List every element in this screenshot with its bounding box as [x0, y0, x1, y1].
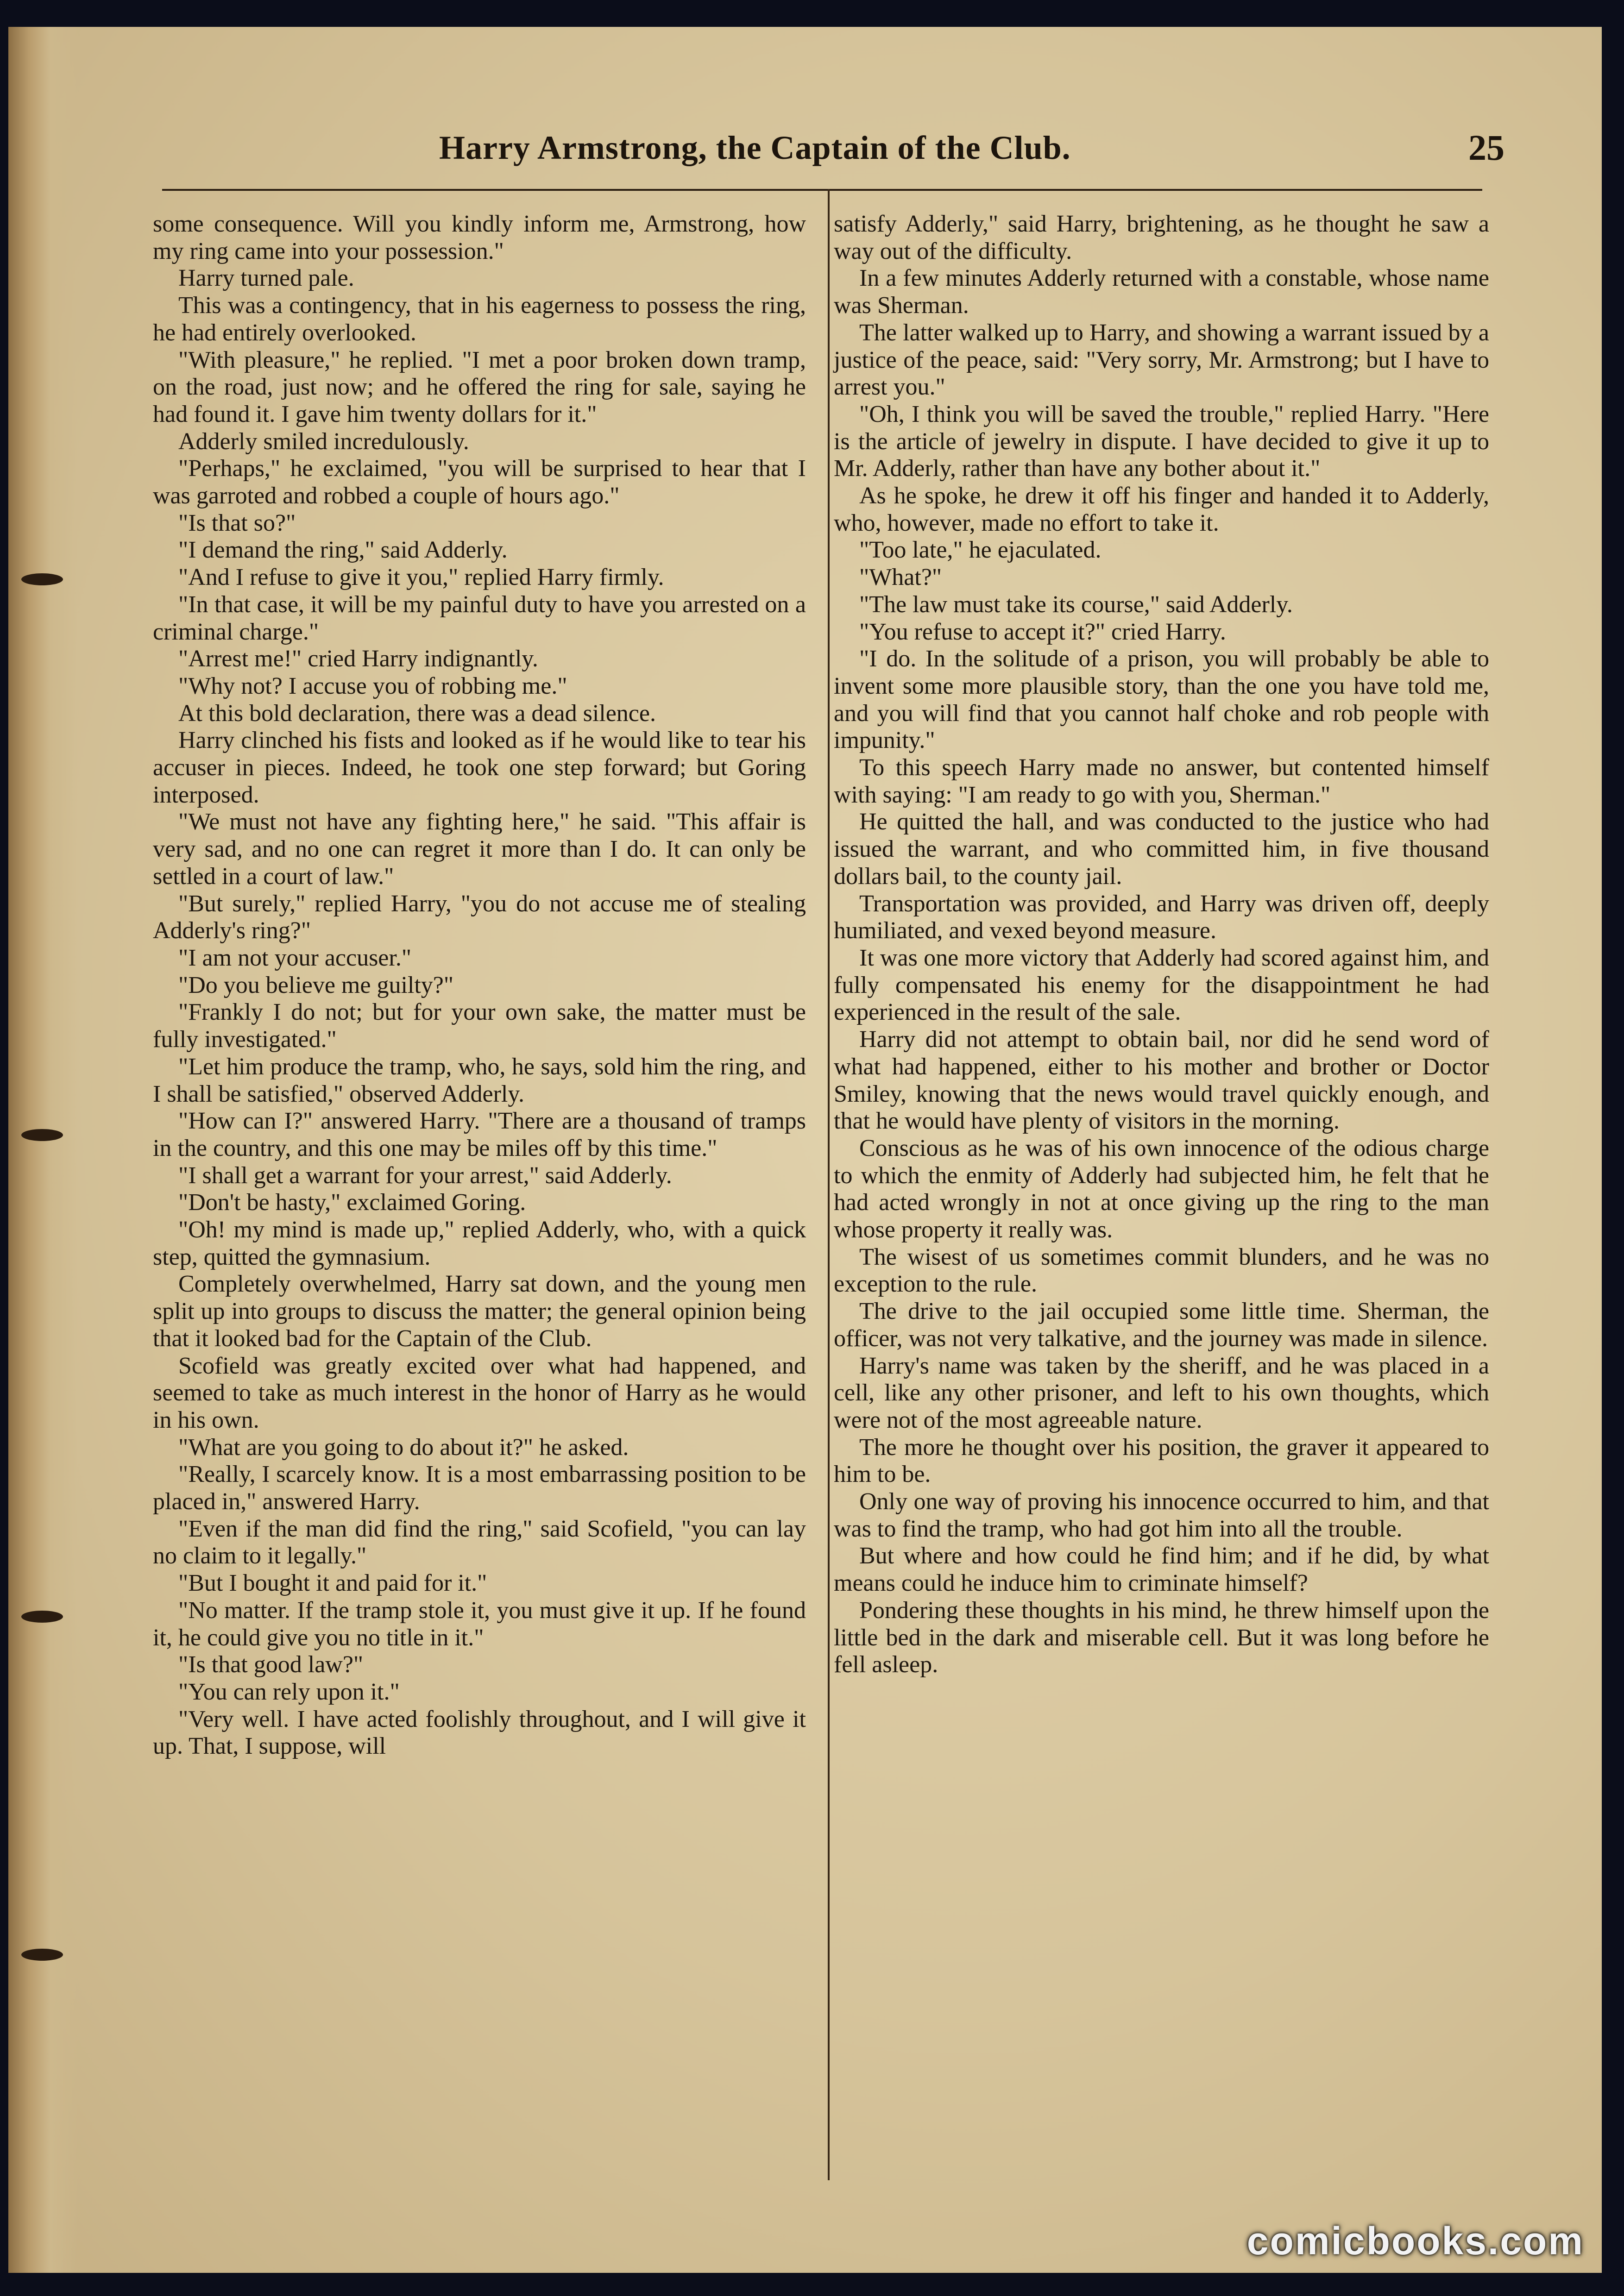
paragraph: "Oh, I think you will be saved the trouble," replied Harry. "Here is the article of jewelry in dispute. I have decided to give it up to Mr. Adderly, rather than have any bother about it.": [834, 401, 1489, 482]
paragraph: "Oh! my mind is made up," replied Adderly, who, with a quick step, quitted the gymnasium.: [153, 1217, 806, 1270]
paragraph: "Really, I scarcely know. It is a most embarrassing position to be placed in," answered Harry.: [153, 1461, 806, 1515]
paragraph: Only one way of proving his innocence occurred to him, and that was to find the tramp, who had got him into all the trouble.: [834, 1488, 1489, 1542]
paragraph: To this speech Harry made no answer, but contented himself with saying: "I am ready to go with you, Sherman.": [834, 754, 1489, 808]
paragraph: satisfy Adderly," said Harry, brightening, as he thought he saw a way out of the difficulty.: [834, 211, 1489, 264]
page-binding: [8, 27, 78, 2273]
paragraph: But where and how could he find him; and if he did, by what means could he induce him to criminate himself?: [834, 1543, 1489, 1597]
paragraph: "What are you going to do about it?" he asked.: [178, 1434, 629, 1461]
paragraph: It was one more victory that Adderly had scored against him, and fully compensated his enemy for the disappointment he had experienced in the result of the sale.: [834, 944, 1489, 1026]
paragraph: Adderly smiled incredulously.: [178, 428, 469, 455]
paragraph: The wisest of us sometimes commit blunders, and he was no exception to the rule.: [834, 1243, 1489, 1298]
binding-stitch: [21, 1949, 63, 1961]
paragraph: "Is that so?": [178, 509, 296, 536]
paragraph: "But surely," replied Harry, "you do not accuse me of stealing Adderly's ring?": [153, 890, 806, 944]
paragraph: "But I bought it and paid for it.": [178, 1570, 487, 1597]
paragraph: "Why not? I accuse you of robbing me.": [178, 672, 567, 699]
paragraph: In a few minutes Adderly returned with a constable, whose name was Sherman.: [834, 265, 1489, 319]
page-number: 25: [1468, 127, 1504, 168]
paragraph: "I demand the ring," said Adderly.: [178, 537, 508, 564]
paragraph: "Is that good law?": [178, 1651, 364, 1678]
paragraph: As he spoke, he drew it off his finger and handed it to Adderly, who, however, made no effort to take it.: [834, 483, 1489, 536]
paragraph: Harry's name was taken by the sheriff, and he was placed in a cell, like any other prisoner, and left to his own thoughts, which were not of the most agreeable nature.: [834, 1352, 1489, 1433]
binding-stitch: [21, 1129, 63, 1141]
paragraph: "You refuse to accept it?" cried Harry.: [859, 618, 1226, 645]
paragraph: Harry clinched his fists and looked as if he would like to tear his accuser in pieces. Indeed, he took one step forward; but Goring interposed.: [153, 727, 806, 808]
paragraph: "What?": [859, 564, 942, 591]
paragraph: "Perhaps," he exclaimed, "you will be surprised to hear that I was garroted and robbed a couple of hours ago.": [153, 455, 806, 509]
paragraph: "Don't be hasty," exclaimed Goring.: [178, 1189, 526, 1216]
paragraph: "No matter. If the tramp stole it, you must give it up. If he found it, he could give you no title in it.": [153, 1597, 806, 1651]
paragraph: "Do you believe me guilty?": [178, 972, 454, 998]
running-header: [161, 124, 1504, 180]
paragraph: "I am not your accuser.": [178, 944, 412, 971]
paragraph: "With pleasure," he replied. "I met a poor broken down tramp, on the road, just now; and he offered the ring for sale, saying he had found it. I gave him twenty dollars for it.": [153, 346, 806, 427]
paragraph: Harry did not attempt to obtain bail, nor did he send word of what had happened, either to his mother and brother or Doctor Smiley, knowing that the news would travel quickly enough, and that he would have plenty of visitors in the morning.: [834, 1026, 1489, 1135]
paragraph: The drive to the jail occupied some little time. Sherman, the officer, was not very talkative, and the journey was made in silence.: [834, 1298, 1489, 1352]
paragraph: Transportation was provided, and Harry was driven off, deeply humiliated, and vexed beyond measure.: [834, 890, 1489, 944]
watermark: comicbooks.com: [1246, 2219, 1584, 2263]
paragraph: "Too late," he ejaculated.: [859, 537, 1102, 564]
column-divider: [828, 189, 830, 2180]
paragraph: "Let him produce the tramp, who, he says, sold him the ring, and I shall be satisfied," observed Adderly.: [153, 1053, 806, 1107]
paragraph: "Even if the man did find the ring," said Scofield, "you can lay no claim to it legally.": [153, 1515, 806, 1569]
paragraph: Harry turned pale.: [178, 265, 354, 292]
paragraph: "You can rely upon it.": [178, 1678, 400, 1705]
paragraph: "I shall get a warrant for your arrest," said Adderly.: [178, 1162, 672, 1189]
right-column: [834, 211, 1489, 1679]
paragraph: "The law must take its course," said Adderly.: [859, 591, 1293, 618]
paragraph: The latter walked up to Harry, and showing a warrant issued by a justice of the peace, said: "Very sorry, Mr. Armstrong; but I have to arrest you.": [834, 319, 1489, 401]
paragraph: The more he thought over his position, the graver it appeared to him to be.: [834, 1434, 1489, 1488]
left-column: [153, 211, 806, 1760]
paragraph: "How can I?" answered Harry. "There are a thousand of tramps in the country, and this one may be miles off by this time.": [153, 1108, 806, 1161]
paragraph: Conscious as he was of his own innocence of the odious charge to which the enmity of Adderly had subjected him, he felt that he had acted wrongly in not at once giving up the ring to the man whose property it really was.: [834, 1135, 1489, 1243]
paragraph: "We must not have any fighting here," he said. "This affair is very sad, and no one can regret it more than I do. It can only be settled in a court of law.": [153, 809, 806, 890]
paragraph: He quitted the hall, and was conducted to the justice who had issued the warrant, and who committed him, in five thousand dollars bail, to the county jail.: [834, 809, 1489, 890]
paragraph: Pondering these thoughts in his mind, he threw himself upon the little bed in the dark and miserable cell. But it was long before he fell asleep.: [834, 1597, 1489, 1678]
paragraph: Completely overwhelmed, Harry sat down, and the young men split up into groups to discuss the matter; the general opinion being that it looked bad for the Captain of the Club.: [153, 1271, 806, 1352]
paragraph: "In that case, it will be my painful duty to have you arrested on a criminal charge.": [153, 591, 806, 645]
paragraph: "Frankly I do not; but for your own sake, the matter must be fully investigated.": [153, 999, 806, 1053]
binding-stitch: [21, 1611, 63, 1623]
paragraph: some consequence. Will you kindly inform me, Armstrong, how my ring came into your possession.": [153, 211, 806, 264]
paragraph: "And I refuse to give it you," replied Harry firmly.: [178, 564, 664, 591]
binding-stitch: [21, 573, 63, 585]
paragraph: "I do. In the solitude of a prison, you will probably be able to invent some more plausible story, than the one you have told me, and you will find that you cannot half choke and rob people with impunity.": [834, 646, 1489, 754]
paragraph: Scofield was greatly excited over what had happened, and seemed to take as much interest in the honor of Harry as he would in his own.: [153, 1352, 806, 1433]
paragraph: "Very well. I have acted foolishly throughout, and I will give it up. That, I suppose, will: [153, 1706, 806, 1760]
header-rule: [162, 189, 1482, 191]
paragraph: At this bold declaration, there was a dead silence.: [178, 700, 656, 727]
paragraph: "Arrest me!" cried Harry indignantly.: [178, 646, 538, 672]
paragraph: This was a contingency, that in his eagerness to possess the ring, he had entirely overlooked.: [153, 292, 806, 346]
running-title: Harry Armstrong, the Captain of the Club.: [439, 129, 1071, 166]
